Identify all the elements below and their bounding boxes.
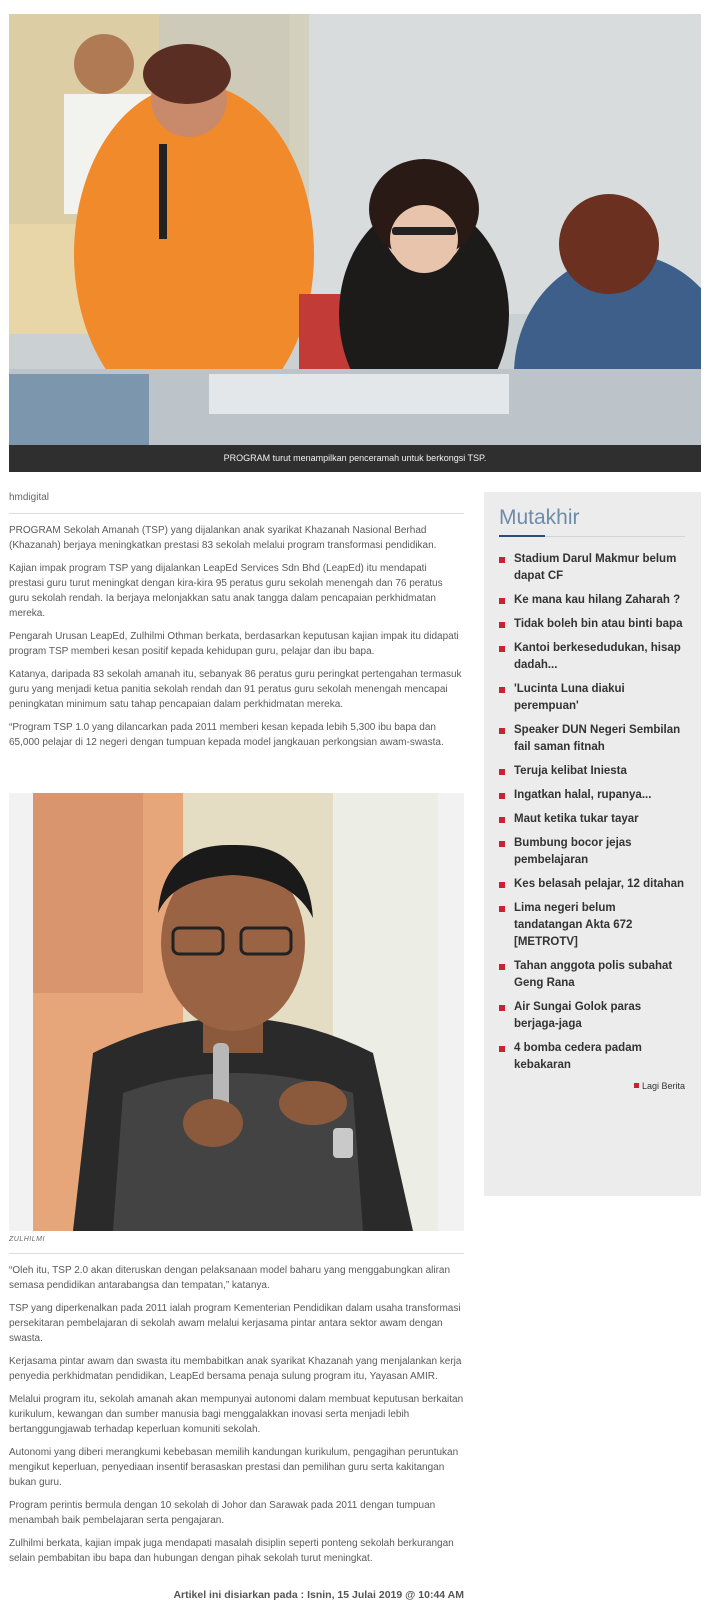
square-bullet-icon	[499, 793, 505, 799]
published-date: Artikel ini disiarkan pada : Isnin, 15 Julai 2019 @ 10:44 AM	[173, 1589, 464, 1601]
square-bullet-icon	[499, 817, 505, 823]
article-paragraph: Kajian impak program TSP yang dijalankan LeapEd Services Sdn Bhd (LeapEd) itu mendapati prestasi guru turut meningkat dengan kira-kira 95 peratus guru sekolah menengah dan 76 peratus guru sekolah rendah. Ia berjaya melonjakkan satu anak tangga dalam pencapaian perkhidmatan mereka.	[9, 563, 443, 619]
hero-photo-illustration	[9, 14, 701, 445]
square-bullet-icon	[499, 906, 505, 912]
hero-photo	[9, 14, 701, 445]
square-bullet-icon	[499, 598, 505, 604]
portrait-photo	[33, 793, 438, 1231]
square-bullet-icon	[499, 964, 505, 970]
square-bullet-icon	[499, 646, 505, 652]
news-link[interactable]: Tidak boleh bin atau binti bapa	[499, 616, 685, 633]
news-link[interactable]: Stadium Darul Makmur belum dapat CF	[499, 551, 685, 585]
news-link[interactable]: 4 bomba cedera padam kebakaran	[499, 1040, 685, 1074]
news-link[interactable]: Tahan anggota polis subahat Geng Rana	[499, 958, 685, 992]
byline: hmdigital	[9, 492, 464, 514]
article-paragraph: Katanya, daripada 83 sekolah amanah itu, sebanyak 86 peratus guru peringkat pertengahan termasuk guru yang menjadi ketua panitia sekolah rendah dan 91 peratus guru sekolah menengah mencapai peningkatan minimum satu tahap pencapaian dalam perkhidmatan mereka.	[9, 669, 462, 710]
news-link[interactable]: Kes belasah pelajar, 12 ditahan	[499, 876, 685, 893]
article-paragraph: TSP yang diperkenalkan pada 2011 ialah program Kementerian Pendidikan dalam usaha transformasi persekitaran pembelajaran di sekolah awam melalui kerjasama pintar antara sektor awam dengan swasta.	[9, 1303, 461, 1344]
sidebar-title: Mutakhir	[499, 506, 685, 537]
article-paragraph: Zulhilmi berkata, kajian impak juga mendapati masalah disiplin seperti ponteng sekolah berkurangan selain pembabitan ibu bapa dan hubungan dengan pihak sekolah turut meningkat.	[9, 1538, 454, 1564]
news-link[interactable]: Ke mana kau hilang Zaharah ?	[499, 592, 685, 609]
news-link[interactable]: Air Sungai Golok paras berjaga-jaga	[499, 999, 685, 1033]
square-bullet-icon	[499, 841, 505, 847]
article-paragraph: “Oleh itu, TSP 2.0 akan diteruskan dengan pelaksanaan model baharu yang menggabungkan aliran semasa pendidikan antarabangsa dan tempatan,” katanya.	[9, 1265, 451, 1291]
article-body-bottom	[9, 1263, 464, 1574]
article-paragraph: “Program TSP 1.0 yang dilancarkan pada 2011 memberi kesan kepada lebih 5,300 ibu bapa dan 65,000 pelajar di 12 negeri dengan tumpuan kepada model jangkauan perkongsian awam-swasta.	[9, 722, 444, 748]
square-bullet-icon	[499, 769, 505, 775]
square-bullet-icon	[499, 1046, 505, 1052]
news-link[interactable]: 'Lucinta Luna diakui perempuan'	[499, 681, 685, 715]
article-paragraph: Melalui program itu, sekolah amanah akan mempunyai autonomi dalam membuat keputusan berkaitan kurikulum, kewangan dan sumber manusia bagi menggalakkan inovasi serta menjadi lebih bertanggungjawab terhadap keperluan komuniti sekolah.	[9, 1394, 464, 1435]
news-link[interactable]: Maut ketika tukar tayar	[499, 811, 685, 828]
sidebar-latest-news	[484, 492, 701, 1196]
article-paragraph: Autonomi yang diberi merangkumi kebebasan memilih kandungan kurikulum, pengagihan peruntukan mengikut keperluan, penyediaan insentif berasaskan prestasi dan pemilihan guru serta kakitangan bukan guru.	[9, 1447, 459, 1488]
square-bullet-icon	[499, 1005, 505, 1011]
square-bullet-icon	[499, 622, 505, 628]
hero-caption: PROGRAM turut menampilkan penceramah untuk berkongsi TSP.	[9, 445, 701, 472]
news-link[interactable]: Lima negeri belum tandatangan Akta 672 [METROTV]	[499, 900, 685, 951]
news-link[interactable]: Kantoi berkesedudukan, hisap dadah...	[499, 640, 685, 674]
news-link[interactable]: Ingatkan halal, rupanya...	[499, 787, 685, 804]
more-news-link[interactable]: Lagi Berita	[499, 1081, 685, 1091]
news-list	[499, 551, 685, 1074]
article-paragraph: Program perintis bermula dengan 10 sekolah di Johor dan Sarawak pada 2011 dengan tumpuan menambah baik pembelajaran serta pengajaran.	[9, 1500, 436, 1526]
square-bullet-icon	[499, 882, 505, 888]
news-link[interactable]: Speaker DUN Negeri Sembilan fail saman fitnah	[499, 722, 685, 756]
square-bullet-icon	[634, 1083, 639, 1088]
square-bullet-icon	[499, 687, 505, 693]
news-link[interactable]: Teruja kelibat Iniesta	[499, 763, 685, 780]
portrait-photo-frame	[9, 793, 464, 1231]
square-bullet-icon	[499, 557, 505, 563]
article-paragraph: Pengarah Urusan LeapEd, Zulhilmi Othman berkata, berdasarkan keputusan kajian impak itu didapati program TSP memberi kesan positif kepada kehidupan guru, pelajar dan ibu bapa.	[9, 631, 459, 657]
article-paragraph: Kerjasama pintar awam dan swasta itu membabitkan anak syarikat Khazanah yang menjalankan kerja penyedia perkhidmatan pendidikan, LeapEd bersama penaja sulung program itu, Yayasan AMIR.	[9, 1356, 462, 1382]
article-body-top	[9, 492, 464, 758]
portrait-caption: ZULHILMI	[9, 1236, 464, 1254]
article-paragraph: PROGRAM Sekolah Amanah (TSP) yang dijalankan anak syarikat Khazanah Nasional Berhad (Khazanah) berjaya meningkatkan prestasi 83 sekolah melalui program transformasi pendidikan.	[9, 525, 437, 551]
news-link[interactable]: Bumbung bocor jejas pembelajaran	[499, 835, 685, 869]
square-bullet-icon	[499, 728, 505, 734]
